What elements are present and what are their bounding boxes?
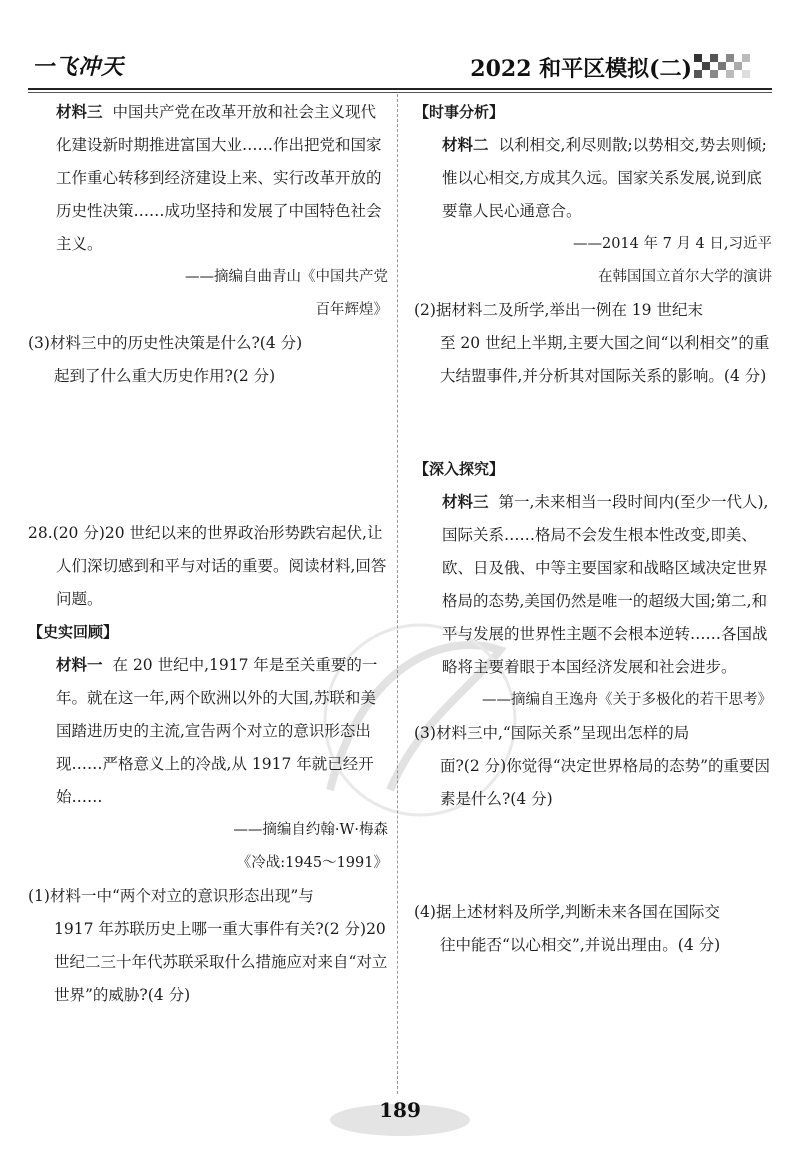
question-1: (1)材料一中“两个对立的意识形态出现”与 xyxy=(28,887,314,905)
material-label: 材料三 xyxy=(442,493,489,511)
question-2-cont: 至 20 世纪上半期,主要大国之间“以利相交”的重大结盟事件,并分析其对国际关系的影响。(4 分) xyxy=(440,334,770,385)
header-rule-thin xyxy=(28,92,772,93)
question-2: (2)据材料二及所学,举出一例在 19 世纪末 xyxy=(414,301,703,319)
material-label: 材料三 xyxy=(56,103,103,121)
left-column xyxy=(28,96,388,1012)
question-3-left xyxy=(28,327,388,360)
header-rule xyxy=(28,88,772,90)
checker-pattern-decoration xyxy=(694,54,750,84)
question-text: (3)材料三中的历史性决策是什么?(4 分) xyxy=(28,334,303,352)
material-source: ——摘编自王逸舟《关于多极化的若干思考》 xyxy=(482,692,772,708)
section-heading: 【时事分析】 xyxy=(414,103,505,121)
column-divider xyxy=(397,94,398,1094)
material-text: 在 20 世纪中,1917 年是至关重要的一年。就在这一年,两个欧洲以外的大国,苏联和美国踏进历史的主流,宣告两个对立的意识形态出现……严格意义上的冷战,从 1917 年就已经开始…… xyxy=(56,656,378,806)
material-text: 中国共产党在改革开放和社会主义现代化建设新时期推进富国大业……作出把党和国家工作重心转移到经济建设上来、实行改革开放的历史性决策……成功坚持和发展了中国特色社会主义。 xyxy=(56,103,382,253)
question-28: 28.(20 分)20 世纪以来的世界政治形势跌宕起伏,让人们深切感到和平与对话的重要。阅读材料,回答问题。 xyxy=(28,524,387,608)
answer-space xyxy=(414,816,772,896)
material-label: 材料二 xyxy=(442,136,489,154)
section-heading: 【深入探究】 xyxy=(414,460,505,478)
material-text: 第一,未来相当一段时间内(至少一代人),国际关系……格局不会发生根本性改变,即美、欧、日及俄、中等主要国家和战略区域决定世界格局的态势,美国仍然是唯一的超级大国;第二,和平与发展的世界性主题不会根本逆转……各国战略将主要着眼于本国经济发展和社会进步。 xyxy=(442,493,769,676)
material-source: ——摘编自约翰·W·梅森 xyxy=(233,822,388,838)
question-3-left-cont: 起到了什么重大历史作用?(2 分) xyxy=(54,367,276,385)
question-3-right-cont: 面?(2 分)你觉得“决定世界格局的态势”的重要因素是什么?(4 分) xyxy=(440,757,771,808)
material-source: 在韩国国立首尔大学的演讲 xyxy=(598,269,772,285)
section-heading: 【史实回顾】 xyxy=(28,623,119,641)
answer-space xyxy=(414,393,772,453)
question-4: (4)据上述材料及所学,判断未来各国在国际交 xyxy=(414,903,720,921)
question-1-cont: 1917 年苏联历史上哪一重大事件有关?(2 分)20 世纪二三十年代苏联采取什么措施应对来自“对立世界”的威胁?(4 分) xyxy=(54,920,388,1004)
question-4-cont: 往中能否“以心相交”,并说出理由。(4 分) xyxy=(440,936,721,954)
question-3-right: (3)材料三中,“国际关系”呈现出怎样的局 xyxy=(414,724,690,742)
material-source: ——摘编自曲青山《中国共产党 xyxy=(185,269,388,285)
material-label: 材料一 xyxy=(56,656,103,674)
material-source: 百年辉煌》 xyxy=(315,302,388,318)
material-3-right xyxy=(414,486,772,684)
material-source: ——2014 年 7 月 4 日,习近平 xyxy=(572,236,772,252)
material-3-left xyxy=(28,96,388,261)
page-header xyxy=(0,0,800,90)
answer-space xyxy=(28,393,388,473)
page-number: 189 xyxy=(379,1098,421,1122)
material-2 xyxy=(414,129,772,228)
material-text: 以利相交,利尽则散;以势相交,势去则倾;惟以心相交,方成其久远。国家关系发展,说到底要靠人民心通意合。 xyxy=(442,136,767,220)
right-column xyxy=(414,96,772,962)
material-source: 《冷战:1945～1991》 xyxy=(236,855,388,871)
material-1 xyxy=(28,649,388,814)
brand-logo: 一飞冲天 xyxy=(32,55,125,80)
page-title: 2022 和平区模拟(二) xyxy=(470,56,692,82)
